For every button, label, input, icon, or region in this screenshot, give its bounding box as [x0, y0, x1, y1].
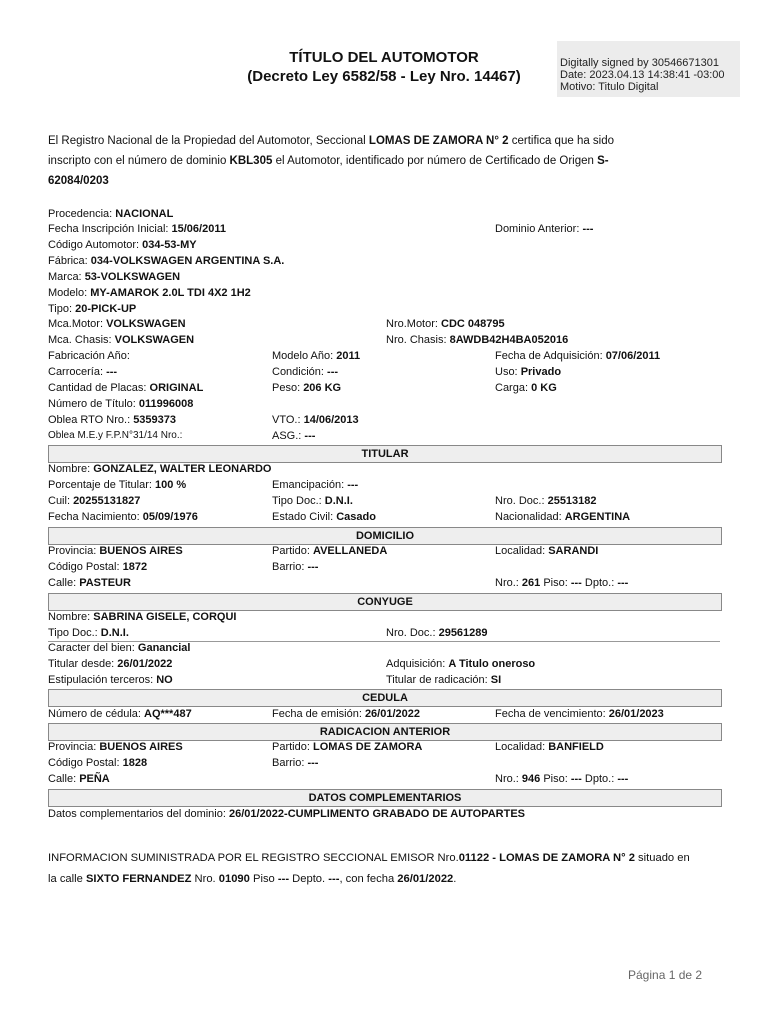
row-marca — [48, 271, 722, 287]
fabrica-field: Fábrica: 034-VOLKSWAGEN ARGENTINA S.A. — [48, 255, 285, 267]
titular-nombre-field: Nombre: GONZALEZ, WALTER LEONARDO — [48, 463, 272, 475]
seccional-name: LOMAS DE ZAMORA N° 2 — [368, 135, 509, 147]
titular-desde-field: Titular desde: 26/01/2022 — [48, 658, 173, 670]
radicacion-barrio-field: Barrio: --- — [272, 757, 319, 769]
radicacion-calle-field: Calle: PEÑA — [48, 773, 110, 785]
estado-civil-field: Estado Civil: Casado — [272, 511, 376, 523]
section-header-radicacion: RADICACION ANTERIOR — [48, 723, 722, 741]
carga-field: Carga: 0 KG — [495, 382, 557, 394]
row-oblea-mey — [48, 430, 722, 446]
row-radicacion-provincia — [48, 741, 722, 757]
row-fabrica — [48, 255, 722, 271]
radicacion-cp-field: Código Postal: 1828 — [48, 757, 148, 769]
fecha-nacimiento-field: Fecha Nacimiento: 05/09/1976 — [48, 511, 198, 523]
row-titular-nombre — [48, 463, 722, 479]
adquisicion-field: Adquisición: A Titulo oneroso — [386, 658, 536, 670]
fecha-inscripcion-field: Fecha Inscripción Inicial: 15/06/2011 — [48, 223, 226, 235]
nro-titulo-field: Número de Título: 011996008 — [48, 398, 194, 410]
condicion-field: Condición: --- — [272, 366, 339, 378]
nro-piso-dpto-field: Nro.: 261 Piso: --- Dpto.: --- — [495, 577, 629, 589]
nro-chasis-field: Nro. Chasis: 8AWDB42H4BA052016 — [386, 334, 569, 346]
intro-text: inscripto con el número de dominio — [48, 155, 230, 167]
emancipacion-field: Emancipación: --- — [272, 479, 359, 491]
row-tipo — [48, 303, 722, 319]
oblea-rto-field: Oblea RTO Nro.: 5359373 — [48, 414, 177, 426]
row-carroceria — [48, 366, 722, 382]
row-chasis — [48, 334, 722, 350]
row-domicilio-cp — [48, 561, 722, 577]
signature-date: Date: 2023.04.13 14:38:41 -03:00 — [560, 69, 725, 81]
fabricacion-anio-field: Fabricación Año: — [48, 350, 130, 362]
caracter-bien-field: Caracter del bien: Ganancial — [48, 642, 191, 654]
intro-text: certifica que ha sido — [508, 135, 615, 147]
intro-paragraph — [48, 131, 728, 191]
fecha-vencimiento-field: Fecha de vencimiento: 26/01/2023 — [495, 708, 664, 720]
row-oblea-rto — [48, 414, 722, 430]
row-titular-desde — [48, 658, 722, 674]
peso-field: Peso: 206 KG — [272, 382, 342, 394]
nro-motor-field: Nro.Motor: CDC 048795 — [386, 318, 505, 330]
dominio-number: KBL305 — [229, 155, 273, 167]
row-radicacion-calle — [48, 773, 722, 789]
placas-field: Cantidad de Placas: ORIGINAL — [48, 382, 204, 394]
marca-motor-field: Mca.Motor: VOLKSWAGEN — [48, 318, 186, 330]
row-domicilio-calle — [48, 577, 722, 593]
row-estipulacion — [48, 674, 722, 690]
radicacion-localidad-field: Localidad: BANFIELD — [495, 741, 604, 753]
section-header-titular: TITULAR — [48, 445, 722, 463]
digital-signature-box — [557, 41, 740, 97]
porcentaje-field: Porcentaje de Titular: 100 % — [48, 479, 187, 491]
section-header-cedula: CEDULA — [48, 689, 722, 707]
provincia-field: Provincia: BUENOS AIRES — [48, 545, 183, 557]
nro-cedula-field: Número de cédula: AQ***487 — [48, 708, 192, 720]
row-motor — [48, 318, 722, 334]
row-procedencia — [48, 208, 722, 224]
section-header-complementarios: DATOS COMPLEMENTARIOS — [48, 789, 722, 807]
tipo-doc-field: Tipo Doc.: D.N.I. — [272, 495, 353, 507]
conyuge-nro-doc-field: Nro. Doc.: 29561289 — [386, 627, 488, 639]
radicacion-nro-field: Nro.: 946 Piso: --- Dpto.: --- — [495, 773, 629, 785]
vto-field: VTO.: 14/06/2013 — [272, 414, 359, 426]
fecha-emision-field: Fecha de emisión: 26/01/2022 — [272, 708, 420, 720]
marca-chasis-field: Mca. Chasis: VOLKSWAGEN — [48, 334, 195, 346]
row-domicilio-provincia — [48, 545, 722, 561]
nro-doc-field: Nro. Doc.: 25513182 — [495, 495, 597, 507]
row-placas — [48, 382, 722, 398]
row-titular-nacimiento — [48, 511, 722, 527]
row-complementarios — [48, 808, 722, 824]
marca-field: Marca: 53-VOLKSWAGEN — [48, 271, 181, 283]
row-modelo — [48, 287, 722, 303]
partido-field: Partido: AVELLANEDA — [272, 545, 388, 557]
section-header-domicilio: DOMICILIO — [48, 527, 722, 545]
row-conyuge-nombre — [48, 611, 722, 627]
modelo-anio-field: Modelo Año: 2011 — [272, 350, 361, 362]
radicacion-partido-field: Partido: LOMAS DE ZAMORA — [272, 741, 423, 753]
row-titular-cuil — [48, 495, 722, 511]
fecha-adquisicion-field: Fecha de Adquisición: 07/06/2011 — [495, 350, 661, 362]
localidad-field: Localidad: SARANDI — [495, 545, 599, 557]
codigo-postal-field: Código Postal: 1872 — [48, 561, 148, 573]
nacionalidad-field: Nacionalidad: ARGENTINA — [495, 511, 631, 523]
signature-reason: Motivo: Titulo Digital — [560, 81, 659, 93]
uso-field: Uso: Privado — [495, 366, 562, 378]
intro-text: el Automotor, identificado por número de Certificado de Origen — [272, 155, 598, 167]
row-fecha-inscripcion — [48, 223, 722, 239]
row-titular-porcentaje — [48, 479, 722, 495]
intro-text: El Registro Nacional de la Propiedad del Automotor, Seccional — [48, 135, 369, 147]
procedencia-field: Procedencia: NACIONAL — [48, 208, 174, 220]
certificado-origen-cont: 62084/0203 — [48, 175, 109, 187]
row-cedula — [48, 708, 722, 724]
cuil-field: Cuil: 20255131827 — [48, 495, 141, 507]
tipo-field: Tipo: 20-PICK-UP — [48, 303, 137, 315]
calle-field: Calle: PASTEUR — [48, 577, 131, 589]
signature-line: Digitally signed by 30546671301 — [560, 57, 720, 69]
conyuge-nombre-field: Nombre: SABRINA GISELE, CORQUI — [48, 611, 237, 623]
section-header-conyuge: CONYUGE — [48, 593, 722, 611]
barrio-field: Barrio: --- — [272, 561, 319, 573]
estipulacion-field: Estipulación terceros: NO — [48, 674, 173, 686]
datos-complementarios-field: Datos complementarios del dominio: 26/01/2022-CUMPLIMENTO GRABADO DE AUTOPARTES — [48, 808, 526, 820]
codigo-automotor-field: Código Automotor: 034-53-MY — [48, 239, 197, 251]
page-number: Página 1 de 2 — [628, 968, 703, 982]
carroceria-field: Carrocería: --- — [48, 366, 118, 378]
row-nro-titulo — [48, 398, 722, 414]
asg-field: ASG.: --- — [272, 430, 316, 442]
certificado-origen: S- — [597, 155, 609, 167]
oblea-mey-field: Oblea M.E.y F.P.N°31/14 Nro.: — [48, 430, 183, 441]
titular-radicacion-field: Titular de radicación: SI — [386, 674, 502, 686]
document-subtitle: (Decreto Ley 6582/58 - Ley Nro. 14467) — [247, 68, 521, 85]
document-title: TÍTULO DEL AUTOMOTOR — [289, 49, 479, 66]
registro-info-paragraph: INFORMACION SUMINISTRADA POR EL REGISTRO SECCIONAL EMISOR Nro.01122 - LOMAS DE ZAMORA N° 2 situado en la calle SIXTO FERNANDEZ Nro. 01090 Piso --- Depto. ---, con fecha 26/01/2022. — [48, 852, 690, 885]
modelo-field: Modelo: MY-AMAROK 2.0L TDI 4X2 1H2 — [48, 287, 251, 299]
row-caracter-bien — [48, 642, 722, 658]
dominio-anterior-field: Dominio Anterior: --- — [495, 223, 594, 235]
row-codigo — [48, 239, 722, 255]
row-radicacion-cp — [48, 757, 722, 773]
row-fabricacion — [48, 350, 722, 366]
conyuge-tipo-doc-field: Tipo Doc.: D.N.I. — [48, 627, 129, 639]
radicacion-provincia-field: Provincia: BUENOS AIRES — [48, 741, 183, 753]
